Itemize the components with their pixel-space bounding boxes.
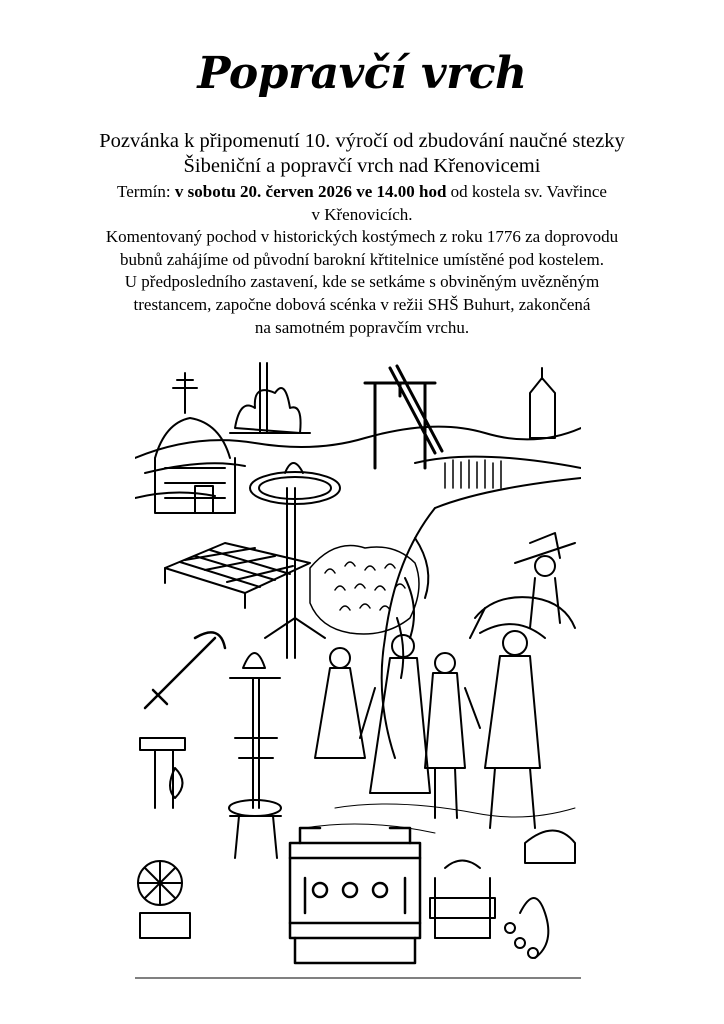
term-label: Termín: (117, 182, 175, 201)
details-line-7: na samotném popravčím vrchu. (254, 317, 470, 337)
details-line-6: trestancem, započne dobová scénka v režii SHŠ Buhurt, zakončená (133, 294, 591, 314)
horse-rider (470, 533, 575, 638)
execution-chest (290, 828, 420, 963)
procession-figures (315, 624, 545, 828)
invitation-lead (0, 129, 724, 179)
distant-crowd (445, 460, 501, 488)
term-place: od kostela sv. Vavřince (446, 182, 607, 201)
gallows (365, 366, 442, 468)
stake-fire (230, 363, 310, 433)
lead-line-1: Pozvánka k připomenutí 10. výročí od zbudování naučné stezky (99, 130, 625, 152)
rock-cliff (382, 478, 581, 758)
stocks (140, 738, 185, 808)
details-line-5: U předposledního zastavení, kde se setkáme s obviněným uvězněným (124, 272, 600, 292)
event-details (0, 181, 724, 339)
term-line (0, 181, 724, 204)
lead-line-2: Šibeniční a popravčí vrch nad Křenovicemi (183, 155, 541, 177)
woodcut-illustration (135, 338, 581, 986)
screw-press (430, 861, 495, 939)
crowd (310, 546, 419, 635)
breaking-wheel (250, 463, 340, 658)
sword (145, 632, 225, 708)
pillory-pole (229, 653, 281, 858)
rack-grid (165, 543, 310, 608)
chain-and-bell (505, 831, 575, 959)
details-line-4: bubnů zahájíme od původní barokní křtitelnice umístěné pod kostelem. (120, 249, 604, 269)
thumbscrew (138, 861, 190, 938)
term-place-line: v Křenovicích. (311, 204, 413, 224)
term-date: v sobotu 20. červen 2026 ve 14.00 hod (174, 182, 447, 201)
distant-tower (530, 368, 555, 438)
page-title: Popravčí vrch (197, 48, 527, 99)
details-line-3: Komentovaný pochod v historických kostýmech z roku 1776 za doprovodu (105, 227, 619, 247)
